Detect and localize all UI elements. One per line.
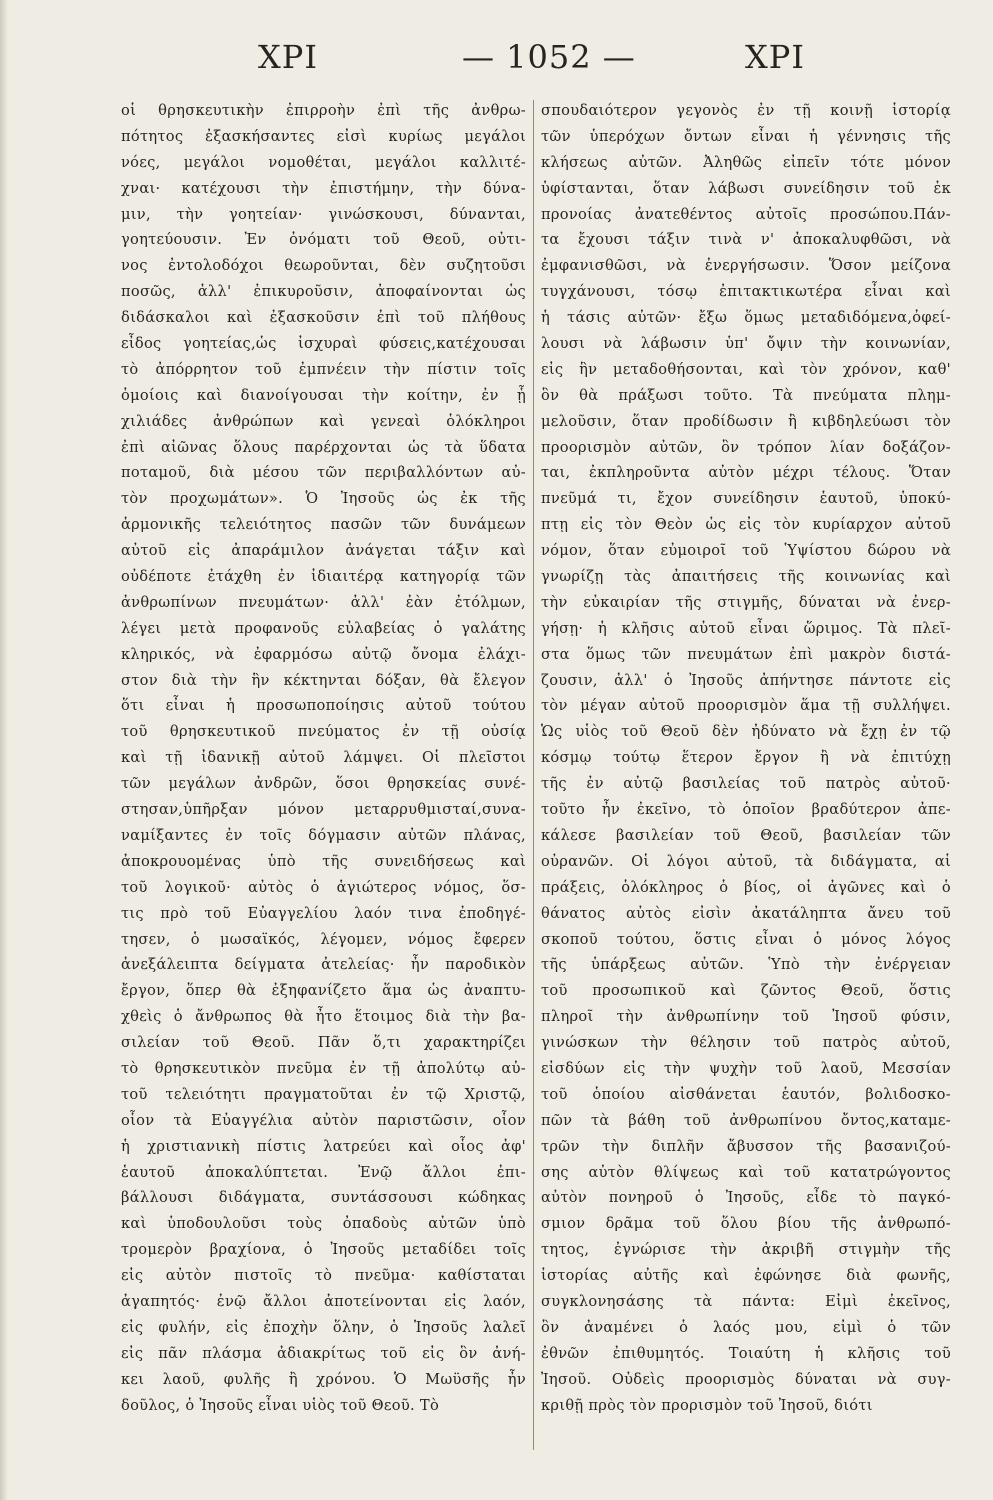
text-line: χναι· κατέχουσι τὴν ἐπιστήμην, τὴν δύνα- <box>121 179 526 197</box>
text-line: σμιον δρᾶμα τοῦ ὅλου βίου τῆς ἀνθρωπό- <box>541 1215 951 1233</box>
text-line: γήσῃ· ἡ κλῆσις αὐτοῦ εἶναι ὥριμος. Τὰ πλεῖ- <box>541 619 951 637</box>
text-line: εἶδος γοητείας,ὡς ἰσχυραὶ φύσεις,κατέχουσαι <box>121 335 526 353</box>
text-line: τυγχάνουσι, τόσῳ ἐπιτακτικωτέρα εἶναι καὶ <box>541 283 951 301</box>
text-line: ἐθνῶν ἐπιθυμητός. Τοιαύτη ἡ κλῆσις τοῦ <box>541 1344 951 1362</box>
text-line: ποταμοῦ, διὰ μέσου τῶν περιβαλλόντων αὐ- <box>121 464 526 482</box>
text-line: σης αὐτὸν θλίψεως καὶ τοῦ κατατρώγοντος <box>541 1163 951 1181</box>
text-line: τοῦ λογικοῦ· αὐτὸς ὁ ἁγιώτερος νόμος, ὅσ- <box>121 878 526 896</box>
text-line: ἐπὶ αἰῶνας ὅλους παρέρχονται ὡς τὰ ὕδατα <box>121 438 526 456</box>
text-line: τρῶν τὴν διπλῆν ἄβυσσον τῆς βασανιζού- <box>541 1137 951 1155</box>
text-line: πῶν τὰ βάθη τοῦ ἀνθρωπίνου ὄντος,καταμε- <box>541 1111 951 1129</box>
text-line: λουσι νὰ λάβωσιν ὑπ' ὄψιν τὴν κοινωνίαν, <box>541 335 951 353</box>
text-line: τοῦ τελειότητι πραγματοῦται ἐν τῷ Χριστῷ, <box>121 1085 526 1103</box>
text-line: γοητεύουσιν. Ἐν ὀνόματι τοῦ Θεοῦ, οὐτι- <box>121 231 526 249</box>
text-line: εἰς αὐτὸν πιστοῖς τὸ πνεῦμα· καθίσταται <box>121 1267 526 1285</box>
text-line: νος ἐντολοδόχοι θεωροῦνται, δὲν συζητοῦσι <box>121 257 526 275</box>
text-line: μελοῦσιν, ὅταν προδίδωσιν ἢ κιβδηλεύωσι τὸν <box>541 412 951 430</box>
page-number: — 1052 — <box>462 38 636 76</box>
text-line: τα ἔχουσι τάξιν τινὰ ν' ἀποκαλυφθῶσι, νὰ <box>541 231 951 249</box>
text-line: ἡ τάσις αὐτῶν· ἔξω ὅμως μεταδιδόμενα,ὀφεί- <box>541 309 951 327</box>
text-line: τητος, ἐγνώρισε τὴν ἀκριβῆ στιγμὴν τῆς <box>541 1241 951 1259</box>
text-line: λέγει μετὰ προφανοῦς εὐλαβείας ὁ γαλάτης <box>121 619 526 637</box>
text-line: κριθῇ πρὸς τὸν προρισμὸν τοῦ Ἰησοῦ, διότι <box>541 1396 873 1414</box>
text-line: οὐδέποτε ἐτάχθη ἐν ἰδιαιτέρᾳ κατηγορίᾳ τῶν <box>121 568 526 586</box>
text-line: τοῦτο ἦν ἐκεῖνο, τὸ ὁποῖον βραδύτερον ἀπε- <box>541 801 951 819</box>
text-line: δοῦλος, ὁ Ἰησοῦς εἶναι υἱὸς τοῦ Θεοῦ. Τὸ <box>121 1396 440 1414</box>
text-line: νόμον, ὅταν εὐμοιροῖ τοῦ Ὑψίστου δώρου νὰ <box>541 542 951 560</box>
column-divider <box>533 100 534 1450</box>
text-line: εἰσδύων εἰς τὴν ψυχὴν τοῦ λαοῦ, Μεσσίαν <box>541 1059 951 1077</box>
text-line: πτῃ εἰς τὸν Θεὸν ὡς εἰς τὸν κυρίαρχον αὐτοῦ <box>541 516 951 534</box>
text-line: χιλιάδες ἀνθρώπων καὶ γενεαὶ ὁλόκληροι <box>121 412 526 430</box>
text-line: πληροῖ τὴν ἀνθρωπίνην τοῦ Ἰησοῦ φύσιν, <box>541 1008 951 1026</box>
text-line: τὸν μέγαν αὐτοῦ προορισμὸν ἅμα τῇ συλλήψει. <box>541 697 951 715</box>
page-edge-shadow <box>0 0 8 1500</box>
text-line: σκοποῦ τούτου, ὅστις εἶναι ὁ μόνος λόγος <box>541 930 951 948</box>
text-line: τοῦ προσωπικοῦ καὶ ζῶντος Θεοῦ, ὅστις <box>541 982 951 1000</box>
text-line: ποσῶς, ἀλλ' ἐπικυροῦσιν, ἀποφαίνονται ὡς <box>121 283 526 301</box>
text-line: σπουδαιότερον γεγονὸς ἐν τῇ κοινῇ ἱστορίᾳ <box>541 102 951 119</box>
text-line: γνωρίζῃ τὰς ἀπαιτήσεις τῆς κοινωνίας καὶ <box>541 568 951 586</box>
text-line: στα ὅμως τῶν πνευμάτων ἐπὶ μακρὸν διστά- <box>541 645 951 663</box>
text-line: συγκλονησάσης τὰ πάντα: Εἰμὶ ἐκεῖνος, <box>541 1292 951 1310</box>
text-line: τρομερὸν βραχίονα, ὁ Ἰησοῦς μεταδίδει τοῖς <box>121 1241 526 1259</box>
text-line: ἁρμονικῆς τελειότητος πασῶν τῶν δυνάμεων <box>121 516 526 534</box>
text-line: ἐμφανισθῶσι, νὰ ἐνεργήσωσιν. Ὅσον μείζονα <box>541 257 951 275</box>
text-line: διδάσκαλοι καὶ ἐξασκοῦσιν ἐπὶ τοῦ πλήθους <box>121 309 526 327</box>
text-line: ἑαυτοῦ ἀποκαλύπτεται. Ἐνῷ ἄλλοι ἐπι- <box>121 1163 526 1181</box>
text-line: εἰς φυλήν, εἰς ἐποχὴν ὅλην, ὁ Ἰησοῦς λαλεῖ <box>121 1318 526 1336</box>
text-line: τὸ θρησκευτικὸν πνεῦμα ἐν τῇ ἀπολύτῳ αὐ- <box>121 1059 526 1077</box>
text-line: τοῦ θρησκευτικοῦ πνεύματος ἐν τῇ οὐσίᾳ <box>121 723 526 741</box>
text-line: χθεὶς ὁ ἄνθρωπος θὰ ἦτο ἕτοιμος διὰ τὴν βα- <box>121 1008 526 1026</box>
text-line: προορισμὸν αὐτῶν, ὃν τρόπον λίαν δοξάζον- <box>541 438 951 456</box>
text-line: πράξεις, ὁλόκληρος ὁ βίος, οἱ ἀγῶνες καὶ ὁ <box>541 878 951 896</box>
text-line: βάλλουσι διδάγματα, συντάσσουσι κώδηκας <box>121 1189 526 1207</box>
text-line: ὃν ἀναμένει ὁ λαός μου, εἰμὶ ὁ τῶν <box>541 1318 951 1336</box>
text-line: κλήσεως αὐτῶν. Ἀληθῶς εἰπεῖν τότε μόνον <box>541 153 951 171</box>
text-line: τὸ ἀπόρρητον τοῦ ἐμπνέειν τὴν πίστιν τοῖς <box>121 360 526 378</box>
text-line: ὃν θὰ πράξωσι τοῦτο. Τὰ πνεύματα πλημ- <box>541 386 951 404</box>
text-line: τις πρὸ τοῦ Εὐαγγελίου λαόν τινα ἐποδηγέ- <box>121 904 526 922</box>
running-header <box>0 38 993 88</box>
text-line: ἀποκρουομένας ὑπὸ τῆς συνειδήσεως καὶ <box>121 852 526 870</box>
header-left-keyword: ΧΡΙ <box>258 38 318 76</box>
text-line: κει λαοῦ, φυλῆς ἢ χρόνου. Ὁ Μωϋσῆς ἦν <box>121 1370 526 1388</box>
text-line: σιλείαν τοῦ Θεοῦ. Πᾶν ὅ,τι χαρακτηρίζει <box>121 1034 526 1052</box>
text-line: κάλεσε βασιλείαν τοῦ Θεοῦ, βασιλείαν τῶν <box>541 826 951 844</box>
text-line: κληρικός, νὰ ἐφαρμόσω αὐτῷ ὄνομα ἐλάχι- <box>121 645 526 663</box>
text-line: οἷον τὰ Εὐαγγέλια αὐτὸν παριστῶσιν, οἷον <box>121 1111 526 1129</box>
text-line: Ἰησοῦ. Οὐδεὶς προορισμὸς δύναται νὰ συγ- <box>541 1370 951 1388</box>
right-text-column <box>541 98 951 1418</box>
text-line: πνεῦμά τι, ἔχον συνείδησιν ἑαυτοῦ, ὑποκύ- <box>541 490 951 508</box>
text-line: θάνατος αὐτὸς εἰσὶν ἀκατάληπτα ἄνευ τοῦ <box>541 904 951 922</box>
text-line: ναμίξαντες ἐν τοῖς δόγμασιν αὐτῶν πλάνας, <box>121 826 526 844</box>
text-line: ὁμοίοις καὶ διανοίγουσαι τὴν κοίτην, ἐν ᾗ <box>121 386 526 404</box>
text-line: ζουσιν, ἀλλ' ὁ Ἰησοῦς ἀπήντησε πάντοτε εἰς <box>541 671 951 689</box>
text-line: ἀγαπητός· ἐνῷ ἄλλοι ἀποτείνονται εἰς λαόν, <box>121 1292 526 1310</box>
text-line: Ὡς υἱὸς τοῦ Θεοῦ δὲν ἠδύνατο νὰ ἔχῃ ἐν τῷ <box>541 723 951 741</box>
text-line: εἰς ἣν μεταδοθήσονται, καὶ τὸν χρόνον, καθ' <box>541 360 951 378</box>
text-line: τῶν ὑπερόχων ὄντων εἶναι ἡ γέννησις τῆς <box>541 127 951 145</box>
text-line: τοῦ ὁποίου αἰσθάνεται ἑαυτόν, βολιδοσκο- <box>541 1085 951 1103</box>
text-line: εἰς πᾶν πλάσμα ἀδιακρίτως τοῦ εἰς ὃν ἀνή- <box>121 1344 526 1362</box>
text-line: γινώσκων τὴν θέλησιν τοῦ πατρὸς αὐτοῦ, <box>541 1034 951 1052</box>
text-line: αὐτὸν πονηροῦ ὁ Ἰησοῦς, εἶδε τὸ παγκό- <box>541 1189 951 1207</box>
text-line: οἱ θρησκευτικὴν ἐπιρροὴν ἐπὶ τῆς ἀνθρω- <box>121 102 526 119</box>
text-line: πότητος ἐξασκήσαντες εἰσὶ κυρίως μεγάλοι <box>121 127 526 145</box>
text-line: προνοίας ἀνατεθέντος αὐτοῖς προσώπου.Πάν- <box>541 205 951 223</box>
text-line: καὶ ὑποδουλοῦσι τοὺς ὀπαδοὺς αὐτῶν ὑπὸ <box>121 1215 526 1233</box>
text-line: τὸν προχωμάτων». Ὁ Ἰησοῦς ὡς ἐκ τῆς <box>121 490 526 508</box>
text-line: κόσμῳ τούτῳ ἕτερον ἔργον ἢ νὰ ἐπιτύχῃ <box>541 749 951 767</box>
text-line: ἔργον, ὅπερ θὰ ἐξηφανίζετο ἅμα ὡς ἀναπτυ- <box>121 982 526 1000</box>
text-line: ἀνθρωπίνων πνευμάτων· ἀλλ' ἐὰν ἐτόλμων, <box>121 593 526 611</box>
text-line: ἡ χριστιανικὴ πίστις λατρεύει καὶ οἷος ἀφ' <box>121 1137 526 1155</box>
text-line: ἱστορίας αὐτῆς καὶ ἐφώνησε διὰ φωνῆς, <box>541 1267 951 1285</box>
text-line: νόες, μεγάλοι νομοθέται, μεγάλοι καλλιτέ- <box>121 153 526 171</box>
text-line: τησεν, ὁ μωσαϊκός, λέγομεν, νόμος ἔφερεν <box>121 930 526 948</box>
left-text-column <box>121 98 526 1418</box>
text-line: ται, ἐκπληροῦντα αὐτὸν μέχρι τέλους. Ὅταν <box>541 464 951 482</box>
text-line: τῆς ἐν αὐτῷ βασιλείας τοῦ πατρὸς αὐτοῦ· <box>541 775 951 793</box>
text-line: τῶν μεγάλων ἀνδρῶν, ὅσοι θρησκείας συνέ- <box>121 775 526 793</box>
text-line: καὶ τῇ ἰδανικῇ αὐτοῦ λάμψει. Οἱ πλεῖστοι <box>121 749 526 767</box>
text-line: οὐρανῶν. Οἱ λόγοι αὐτοῦ, τὰ διδάγματα, αἱ <box>541 852 951 870</box>
text-line: αὐτοῦ εἰς ἀπαράμιλον ἀνάγεται τάξιν καὶ <box>121 542 526 560</box>
text-line: ἀνεξάλειπτα δείγματα ἀτελείας· ἦν παροδικὸν <box>121 956 526 974</box>
header-right-keyword: ΧΡΙ <box>745 38 805 76</box>
text-line: στησαν,ὑπῆρξαν μόνον μεταρρυθμισταί,συνα- <box>121 801 526 819</box>
text-line: στον διὰ τὴν ἣν κέκτηνται δόξαν, θὰ ἔλεγον <box>121 671 526 689</box>
text-line: ὑφίστανται, ὅταν λάβωσι συνείδησιν τοῦ ἐκ <box>541 179 951 197</box>
text-line: ὅτι εἶναι ἡ προσωποποίησις αὐτοῦ τούτου <box>121 697 526 715</box>
text-line: τῆς ὑπάρξεως αὐτῶν. Ὑπὸ τὴν ἐνέργειαν <box>541 956 951 974</box>
text-line: τὴν εὐκαιρίαν τῆς στιγμῆς, δύναται νὰ ἐνερ- <box>541 593 951 611</box>
text-line: μιν, τὴν γοητείαν· γινώσκουσι, δύνανται, <box>121 205 526 223</box>
